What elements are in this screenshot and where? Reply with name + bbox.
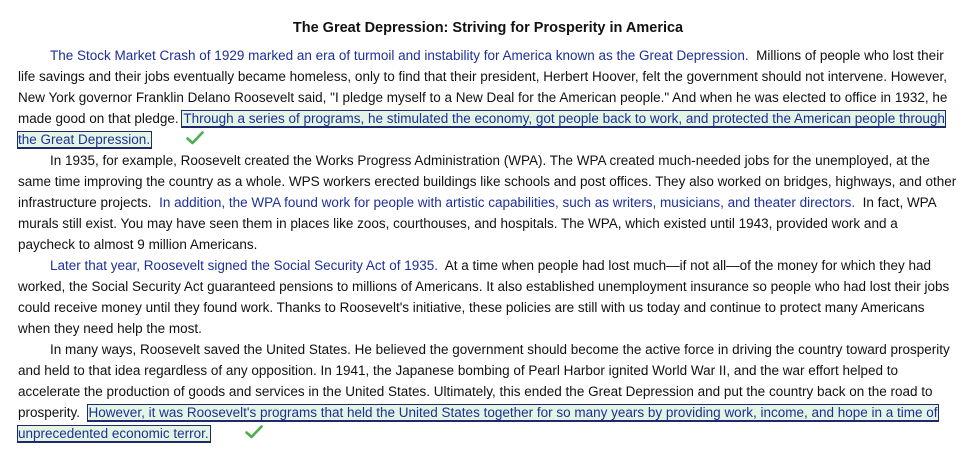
paragraph-4 [18, 339, 958, 444]
highlighted-sentence[interactable]: Later that year, Roosevelt signed the Social Security Act of 1935. [50, 258, 438, 273]
selected-sentence[interactable]: However, it was Roosevelt's programs that held the United States together for so many years by providing work, income, and hope in a time of unprecedented economic terror. [18, 405, 938, 441]
document-title: The Great Depression: Striving for Prosperity in America [292, 20, 684, 36]
body-text: In 1935, for example, Roosevelt created the Works Progress Administration (WPA). The WPA created much-needed jobs for the unemployed, at the same time improving the country as a whole. WPS workers erected buildings like schools and post offices. They also worked on bridges, highways, and other infrastructure projects. [18, 153, 957, 210]
paragraph-1 [18, 45, 958, 150]
highlighted-sentence[interactable]: The Stock Market Crash of 1929 marked an era of turmoil and instability for America known as the Great Depression. [50, 48, 749, 63]
paragraph-2 [18, 150, 958, 255]
body-text: In fact, WPA murals still exist. You may have seen them in places like zoos, courthouses, and hospitals. The WPA, which existed until 1943, provided work and a paycheck to almost 9 million Americans. [18, 195, 936, 252]
highlighted-sentence[interactable]: In addition, the WPA found work for people with artistic capabilities, such as writers, musicians, and theater directors. [159, 195, 856, 210]
body-text: In many ways, Roosevelt saved the United States. He believed the government should become the active force in driving the country toward prosperity and held to that idea regardless of any opposition. In 1941, the Japanese bombing of Pearl Harbor ignited World War II, and the war effort helped to accelerate the production of goods and services in the United States. Ultimately, this ended the Great Depression and put the country back on the road to prosperity. [18, 342, 950, 420]
checkmark-icon [154, 130, 172, 144]
selected-sentence[interactable]: Through a series of programs, he stimulated the economy, got people back to work, and protected the American people through the Great Depression. [18, 111, 945, 147]
body-text: Millions of people who lost their life savings and their jobs eventually became homeless, only to find that their president, Herbert Hoover, felt the government should not intervene. However, New York governor Franklin Delano Roosevelt said, "I pledge myself to a New Deal for the American people." And when he was elected to office in 1932, he made good on that pledge. [18, 48, 948, 126]
checkmark-icon [213, 424, 231, 438]
body-text: At a time when people had lost much—if not all—of the money for which they had worked, the Social Security Act guaranteed pensions to millions of Americans. It also established unemployment insurance so people who had lost their jobs could receive money until they found work. Thanks to Roosevelt's initiative, these policies are still with us today and continue to protect many Americans when they need help the most. [18, 258, 950, 336]
paragraph-3 [18, 255, 958, 339]
